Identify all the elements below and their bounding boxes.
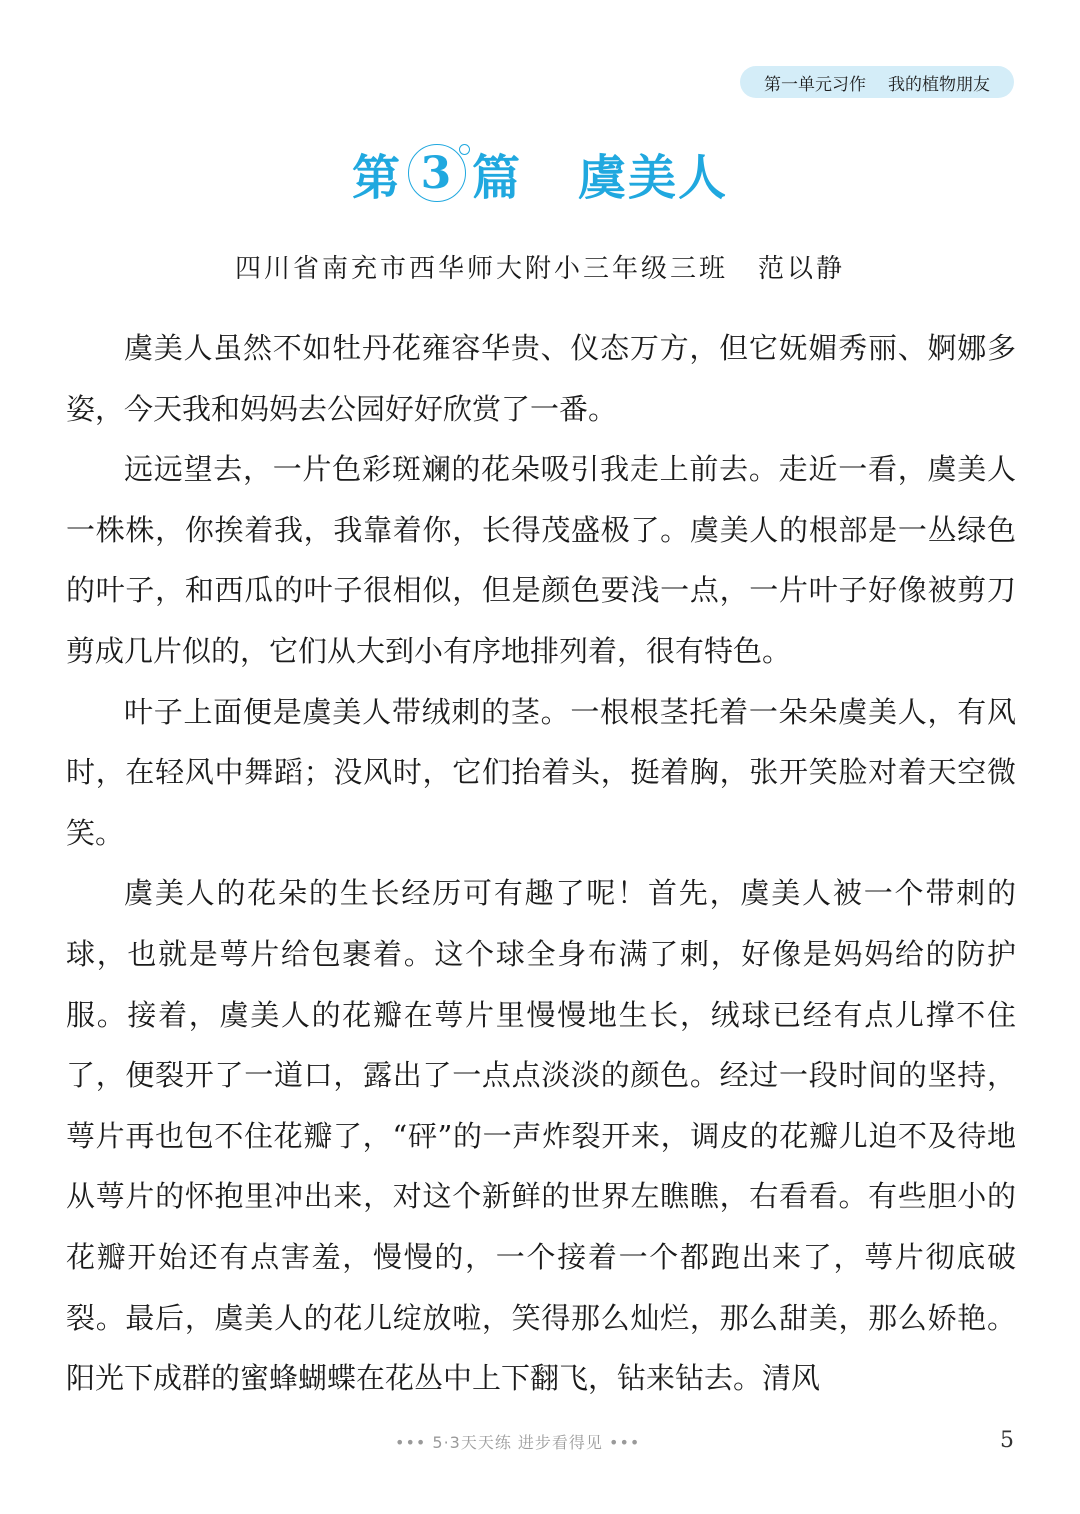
page-title	[0, 138, 1080, 208]
unit-label: 第一单元习作	[764, 74, 866, 95]
page-number: 5	[1000, 1428, 1014, 1453]
title-number-badge	[406, 142, 468, 204]
footer-slogan: ••• 5·3天天练 进步看得见 •••	[395, 1433, 641, 1452]
byline	[0, 248, 1080, 285]
school-name: 四川省南充市西华师大附小三年级三班	[234, 254, 728, 284]
paragraph: 叶子上面便是虞美人带绒刺的茎。一根根茎托着一朵朵虞美人，有风时，在轻风中舞蹈；没风时，它们抬着头，挺着胸，张开笑脸对着天空微笑。	[66, 694, 1016, 850]
essay-body	[66, 318, 1016, 1409]
page-footer	[0, 1428, 1080, 1456]
paragraph: 虞美人的花朵的生长经历可有趣了呢！首先，虞美人被一个带刺的球，也就是萼片给包裹着。这个球全身布满了刺，好像是妈妈给的防护服。接着，虞美人的花瓣在萼片里慢慢地生长，绒球已经有点儿撑不住了，便裂开了一道口，露出了一点点淡淡的颜色。经过一段时间的坚持，萼片再也包不住花瓣了，“砰”的一声炸裂开来，调皮的花瓣儿迫不及待地从萼片的怀抱里冲出来，对这个新鲜的世界左瞧瞧，右看看。有些胆小的花瓣开始还有点害羞，慢慢的，一个接着一个都跑出来了，萼片彻底破裂。最后，虞美人的花儿绽放啦，笑得那么灿烂，那么甜美，那么娇艳。阳光下成群的蜜蜂蝴蝶在花丛中上下翻飞，钻来钻去。清风	[66, 876, 1016, 1396]
title-suffix: 篇	[471, 149, 522, 206]
author-name: 范以静	[758, 254, 846, 284]
paragraph: 远远望去，一片色彩斑斓的花朵吸引我走上前去。走近一看，虞美人一株株，你挨着我，我靠着你，长得茂盛极了。虞美人的根部是一丛绿色的叶子，和西瓜的叶子很相似，但是颜色要浅一点，一片叶子好像被剪刀剪成几片似的，它们从大到小有序地排列着，很有特色。	[66, 452, 1016, 668]
paragraph: 虞美人虽然不如牡丹花雍容华贵、仪态万方，但它妩媚秀丽、婀娜多姿，今天我和妈妈去公园好好欣赏了一番。	[66, 331, 1016, 426]
title-number: 3	[420, 147, 454, 199]
title-prefix: 第	[351, 149, 402, 206]
title-name: 虞美人	[578, 149, 729, 206]
unit-tag	[740, 66, 1014, 98]
topic-label: 我的植物朋友	[888, 74, 990, 95]
